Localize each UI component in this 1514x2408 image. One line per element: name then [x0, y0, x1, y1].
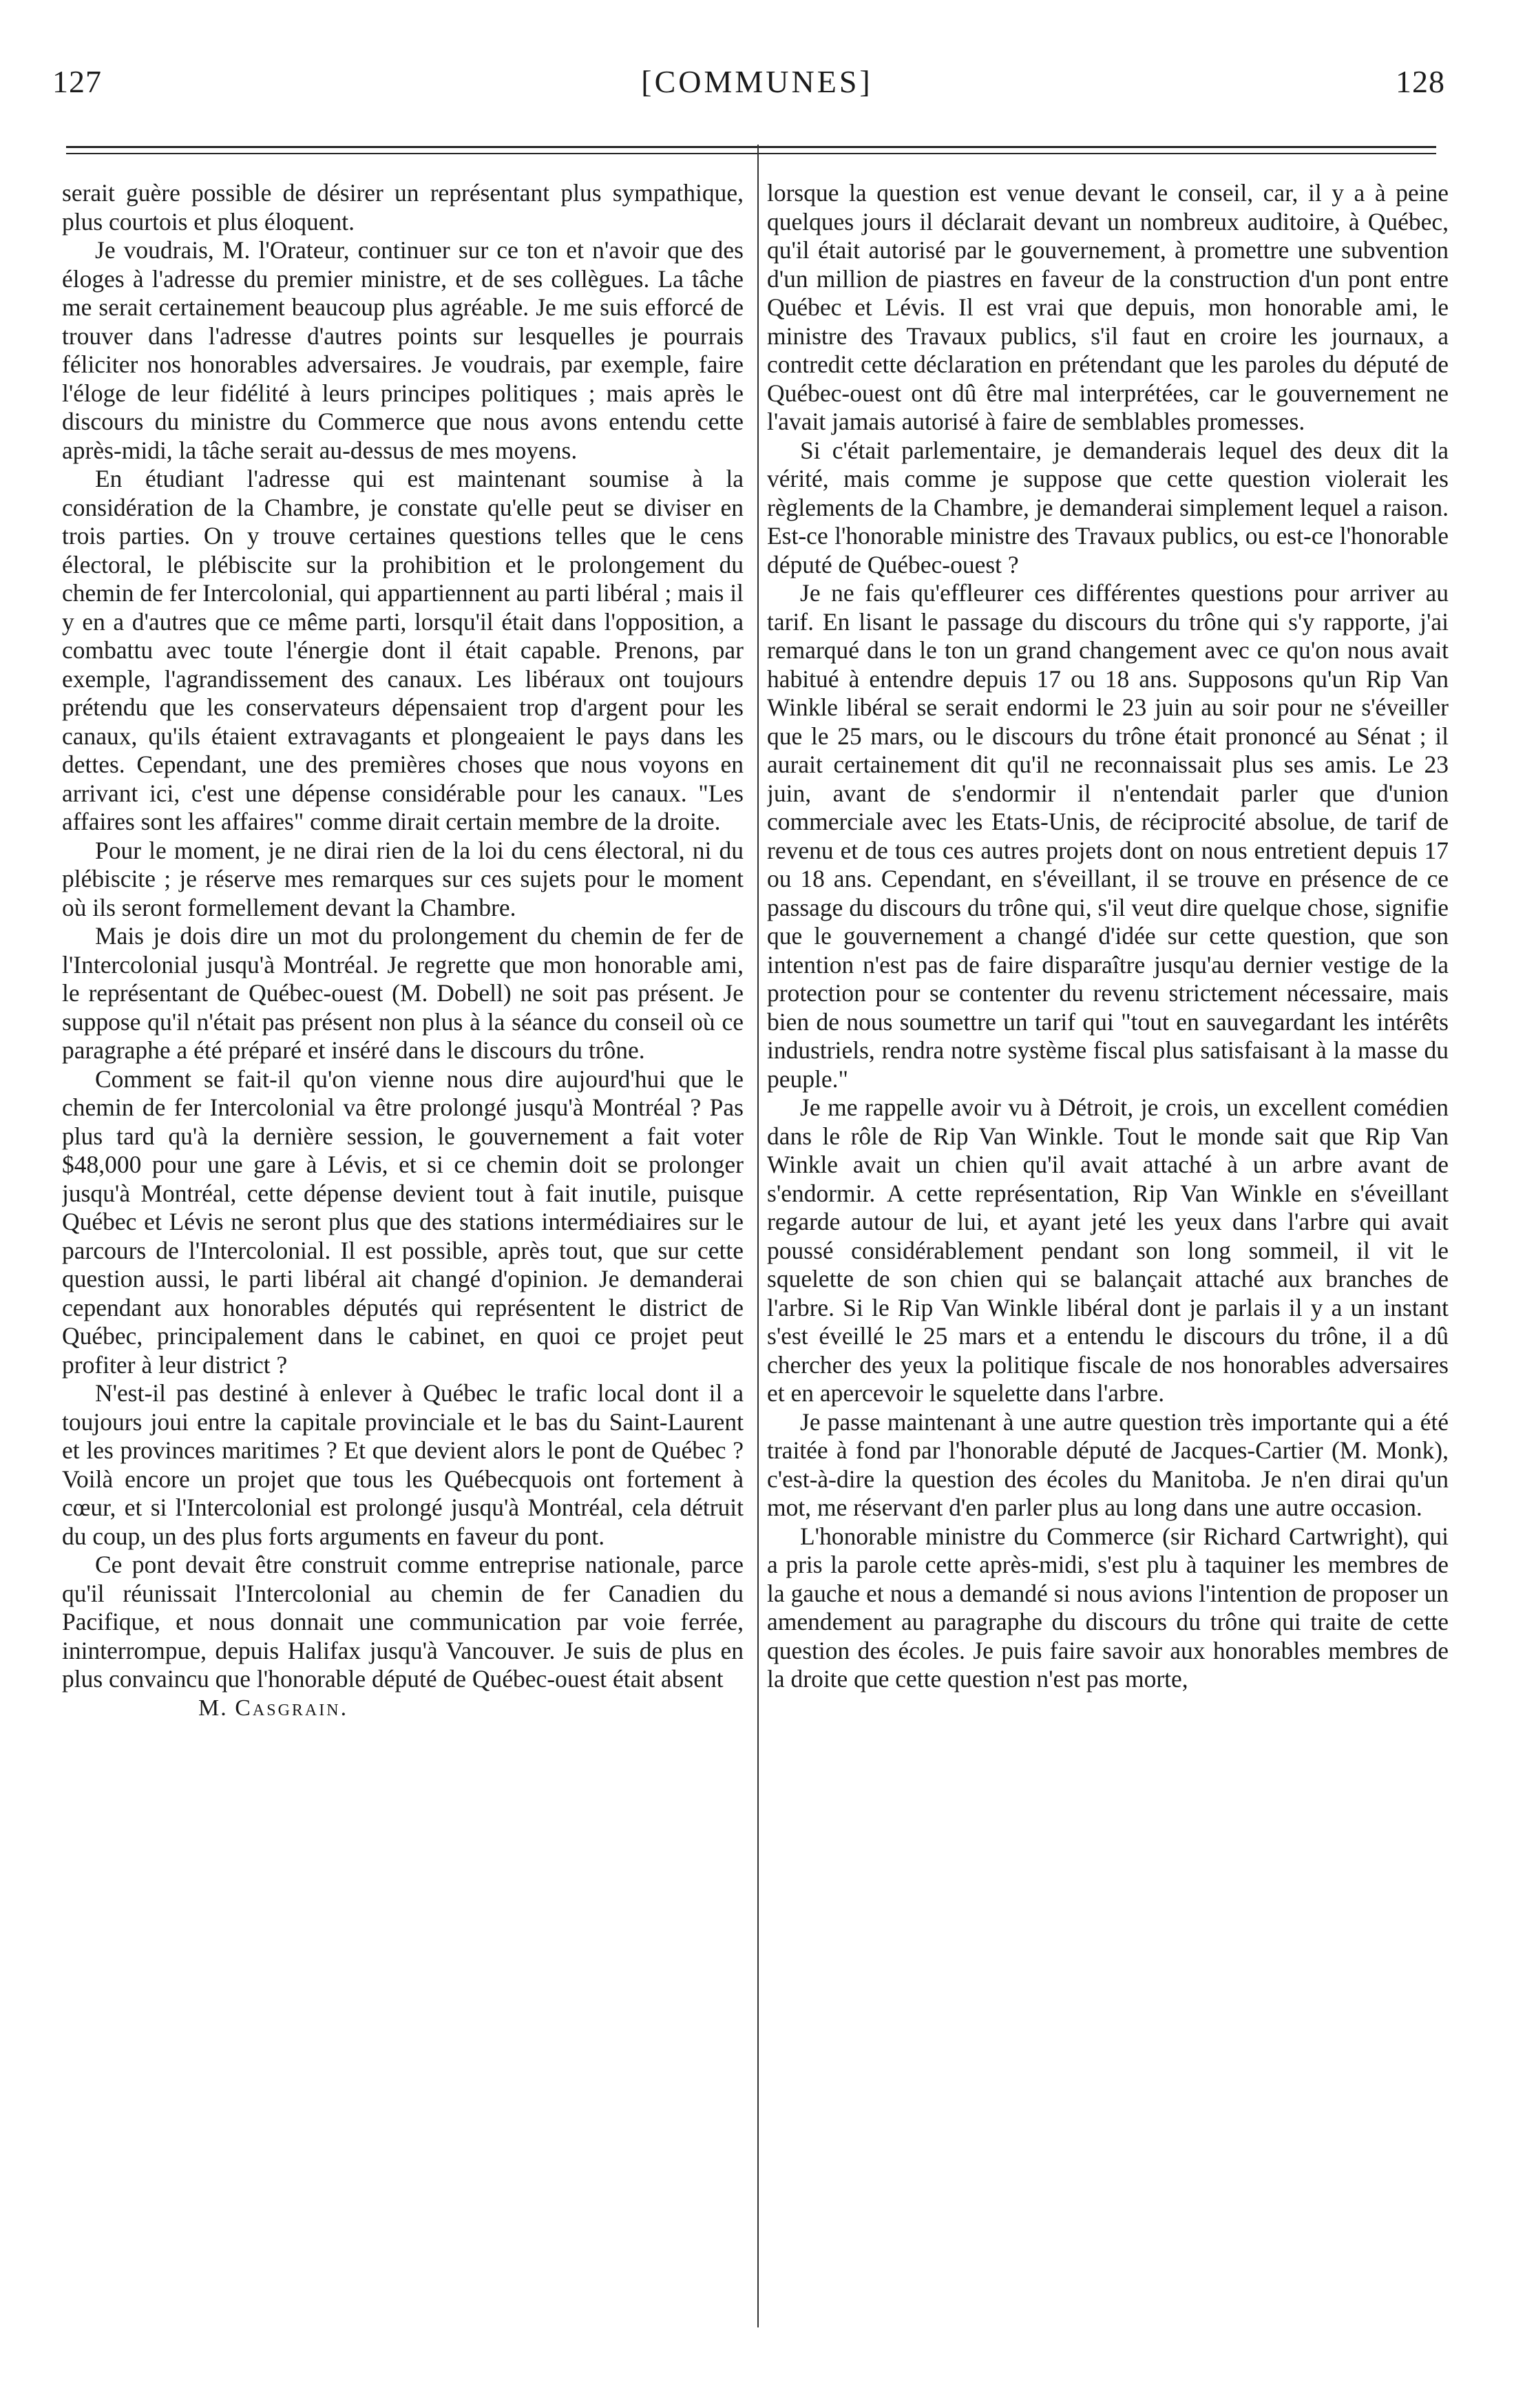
right-column	[767, 179, 1449, 2348]
paragraph: serait guère possible de désirer un représentant plus sympathique, plus courtois et plus éloquent.	[62, 179, 744, 235]
header-rule	[66, 146, 1436, 148]
paragraph: Je me rappelle avoir vu à Détroit, je crois, un excellent comédien dans le rôle de Rip Van Winkle. Tout le monde sait que Rip Van Winkle avait un chien qu'il avait attaché à un arbre avant de s'endormir. A cette représentation, Rip Van Winkle en s'éveillant regarde autour de lui, et ayant jeté les yeux dans l'arbre qui avait poussé considérablement pendant son long sommeil, il vit le squelette de son chien qui se balançait attaché aux branches de l'arbre. Si le Rip Van Winkle libéral dont je parlais il y a un instant s'est éveillé le 25 mars et a entendu le discours du trône, il a dû chercher des yeux la politique fiscale de nos honorables adversaires et en apercevoir le squelette dans l'arbre.	[767, 1093, 1449, 1407]
paragraph: L'honorable ministre du Commerce (sir Richard Cartwright), qui a pris la parole cette après-midi, s'est plu à taquiner les membres de la gauche et nous a demandé si nous avions l'intention de proposer un amendement au paragraphe du discours du trône qui traite de cette question des écoles. Je puis faire savoir aux honorables membres de la droite que cette question n'est pas morte,	[767, 1522, 1449, 1693]
paragraph: En étudiant l'adresse qui est maintenant soumise à la considération de la Chambre, je constate qu'elle peut se diviser en trois parties. On y trouve certaines questions telles que le cens électoral, le plébiscite sur la prohibition et le prolongement du chemin de fer Intercolonial, qui appartiennent au parti libéral ; mais il y en a d'autres que ce même parti, lorsqu'il était dans l'opposition, a combattu avec toute l'énergie dont il était capable. Prenons, par exemple, l'agrandissement des canaux. Les libéraux ont toujours prétendu que les conservateurs dépensaient trop d'argent pour les canaux, qu'ils étaient extravagants et plongeaient le pays dans les dettes. Cependant, une des premières choses que nous voyons en arrivant ici, c'est une dépense considérable pour les canaux. "Les affaires sont les affaires" comme dirait certain membre de la droite.	[62, 465, 744, 835]
signature-name: Casgrain.	[235, 1695, 349, 1721]
signature-prefix: M.	[198, 1695, 228, 1721]
header-rule-secondary	[66, 153, 1436, 154]
page-number-right: 128	[1396, 64, 1445, 99]
paragraph: Mais je dois dire un mot du prolongement du chemin de fer de l'Intercolonial jusqu'à Montréal. Je regrette que mon honorable ami, le représentant de Québec-ouest (M. Dobell) ne soit pas présent. Je suppose qu'il n'était pas présent non plus à la séance du conseil où ce paragraphe a été préparé et inséré dans le discours du trône.	[62, 922, 744, 1064]
speaker-signature	[62, 1694, 744, 1723]
paragraph: Ce pont devait être construit comme entreprise nationale, parce qu'il réunissait l'Intercolonial au chemin de fer Canadien du Pacifique, et nous donnait une communication par voie ferrée, ininterrompue, depuis Halifax jusqu'à Vancouver. Je suis de plus en plus convaincu que l'honorable député de Québec-ouest était absent	[62, 1551, 744, 1693]
left-column	[62, 179, 744, 2348]
paragraph: Je ne fais qu'effleurer ces différentes questions pour arriver au tarif. En lisant le passage du discours du trône qui s'y rapporte, j'ai remarqué dans le ton un grand changement avec ce qu'on nous avait habitué à entendre depuis 17 ou 18 ans. Supposons qu'un Rip Van Winkle libéral se serait endormi le 23 juin au soir pour ne s'éveiller que le 25 mars, ou le discours du trône était prononcé au Sénat ; il aurait certainement dit qu'il ne reconnaissait plus ses amis. Le 23 juin, avant de s'endormir il n'entendait parler que d'union commerciale avec les Etats-Unis, de réciprocité absolue, de tarif de revenu et de tous ces autres projets dont on nous entretient depuis 17 ou 18 ans. Cependant, en s'éveillant, il se trouve en présence de ce passage du discours du trône qui, s'il veut dire quelque chose, signifie que le gouvernement a changé d'idée sur cette question, que son intention n'est pas de faire disparaître jusqu'au dernier vestige de la protection pour se contenter du revenu strictement nécessaire, mais bien de nous soumettre un tarif qui "tout en sauvegardant les intérêts industriels, rendra notre système fiscal plus satisfaisant à la masse du peuple."	[767, 579, 1449, 1093]
paragraph: Je passe maintenant à une autre question très importante qui a été traitée à fond par l'honorable député de Jacques-Cartier (M. Monk), c'est-à-dire la question des écoles du Manitoba. Je n'en dirai qu'un mot, me réservant d'en parler plus au long dans une autre occasion.	[767, 1407, 1449, 1521]
paragraph: Pour le moment, je ne dirai rien de la loi du cens électoral, ni du plébiscite ; je réserve mes remarques sur ces sujets pour le moment où ils seront formellement devant la Chambre.	[62, 836, 744, 921]
paragraph: N'est-il pas destiné à enlever à Québec le trafic local dont il a toujours joui entre la capitale provinciale et le bas du Saint-Laurent et les provinces maritimes ? Et que devient alors le pont de Québec ? Voilà encore un projet que tous les Québecquois ont fortement à cœur, et si l'Intercolonial est prolongé jusqu'à Montréal, cela détruit du coup, un des plus forts arguments en faveur du pont.	[62, 1379, 744, 1550]
paragraph: Si c'était parlementaire, je demanderais lequel des deux dit la vérité, mais comme je suppose que cette question violerait les règlements de la Chambre, je demanderai simplement lequel a raison. Est-ce l'honorable ministre des Travaux publics, ou est-ce l'honorable député de Québec-ouest ?	[767, 436, 1449, 578]
page-title: [COMMUNES]	[641, 64, 873, 99]
column-divider	[757, 145, 759, 2327]
paragraph: lorsque la question est venue devant le conseil, car, il y a à peine quelques jours il déclarait devant un nombreux auditoire, à Québec, qu'il était autorisé par le gouvernement, à promettre une subvention d'un million de piastres en faveur de la construction d'un pont entre Québec et Lévis. Il est vrai que depuis, mon honorable ami, le ministre des Travaux publics, s'il faut en croire les journaux, a contredit cette déclaration en prétendant que les paroles du député de Québec-ouest ont dû être mal interprétées, car le gouvernement ne l'avait jamais autorisé à faire de semblables promesses.	[767, 179, 1449, 435]
paragraph: Je voudrais, M. l'Orateur, continuer sur ce ton et n'avoir que des éloges à l'adresse du premier ministre, et de ses collègues. La tâche me serait certainement beaucoup plus agréable. Je me suis efforcé de trouver dans l'adresse d'autres points sur lesquelles je pourrais féliciter nos honorables adversaires. Je voudrais, par exemple, faire l'éloge de leur fidélité à leurs principes politiques ; mais après le discours du ministre du Commerce que nous avons entendu cette après-midi, la tâche serait au-dessus de mes moyens.	[62, 236, 744, 464]
paragraph: Comment se fait-il qu'on vienne nous dire aujourd'hui que le chemin de fer Intercolonial va être prolongé jusqu'à Montréal ? Pas plus tard qu'à la dernière session, le gouvernement a fait voter $48,000 pour une gare à Lévis, et si ce chemin doit se prolonger jusqu'à Montréal, cette dépense devient tout à fait inutile, puisque Québec et Lévis ne seront plus que des stations intermédiaires sur le parcours de l'Intercolonial. Il est possible, après tout, que sur cette question aussi, le parti libéral ait changé d'opinion. Je demanderai cependant aux honorables députés qui représentent le district de Québec, principalement dans le cabinet, en quoi ce projet peut profiter à leur district ?	[62, 1065, 744, 1379]
page-number-left: 127	[52, 64, 102, 99]
